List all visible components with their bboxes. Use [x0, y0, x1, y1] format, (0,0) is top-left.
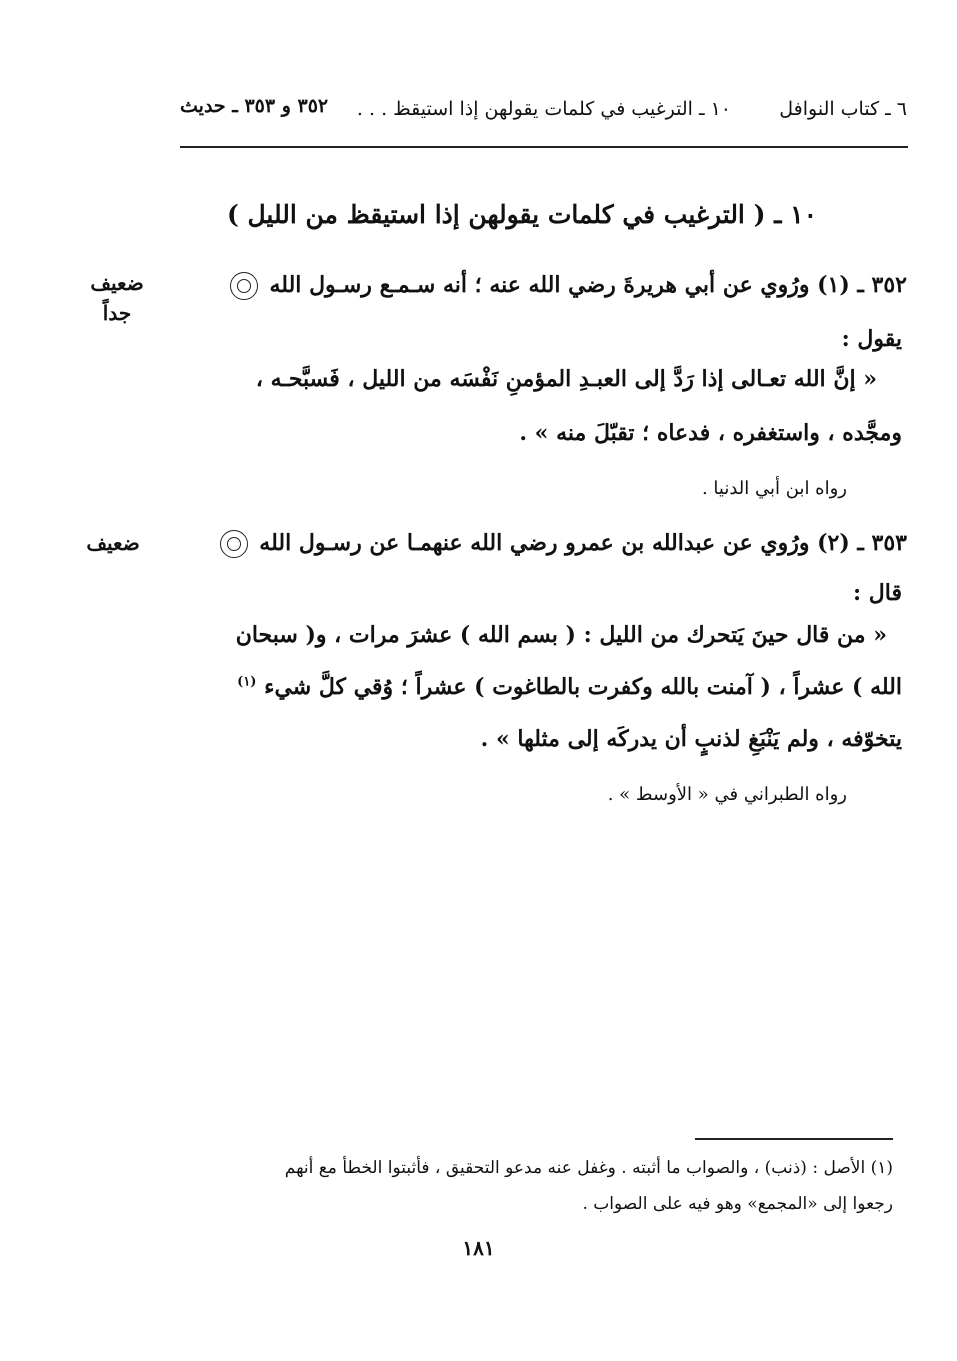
- hadith-352-source: رواه ابن أبي الدنيا .: [701, 478, 847, 499]
- chapter-title: ١٠ ـ ( الترغيب في كلمات يقولهن إذا استيقظ من الليل ): [226, 200, 817, 229]
- salawat-icon: [220, 530, 248, 558]
- footnote: [163, 1150, 893, 1222]
- footnote-reference[interactable]: (١): [237, 674, 257, 690]
- hadith-353-grade: [68, 528, 158, 558]
- page-number: ١٨١: [462, 1236, 495, 1260]
- footnote-line: (١) الأصل : (ذنب) ، والصواب ما أثبته . وغفل عنه مدعو التحقيق ، فأثبتوا الخطأ مع أنهم: [284, 1158, 893, 1178]
- hadith-352-line: يقول :: [841, 326, 902, 352]
- hadith-352-line: [226, 272, 907, 300]
- footnote-line: رجعوا إلى «المجمع» وهو فيه على الصواب .: [582, 1194, 893, 1214]
- salawat-icon: [230, 272, 258, 300]
- grade-line: جداً: [102, 301, 132, 325]
- footnote-rule: [695, 1138, 893, 1140]
- hadith-353-line: [237, 674, 902, 700]
- hadith-353-line: قال :: [853, 580, 902, 606]
- hadith-352-grade: [72, 268, 162, 328]
- hadith-353-line: يتخوّفه ، ولم يَنْبَغِ لذنبٍ أن يدركَه إلى مثلها » .: [480, 726, 902, 752]
- hadith-text: ٣٥٣ ـ (٢) ورُوي عن عبدالله بن عمرو رضي الله عنهمـا عن رسـول الله: [259, 530, 907, 556]
- hadith-353-line: [216, 530, 907, 558]
- grade-line: ضعيف: [86, 531, 140, 555]
- running-header-hadith-range: ٣٥٢ و ٣٥٣ ـ حديث: [180, 95, 329, 117]
- hadith-352-line: ومجَّده ، واستغفره ، فدعاه ؛ تقبّلَ منه » .: [519, 420, 902, 446]
- hadith-352-line: « إنَّ الله تعـالى إذا رَدَّ إلى العبـدِ المؤمنِ نَفْسَه من الليل ، فَسبَّحـه ،: [255, 366, 877, 392]
- hadith-353-line: « من قال حينَ يَتحرك من الليل : ( بسم الله ) عشرَ مرات ، و( سبحان: [235, 622, 887, 648]
- hadith-text: الله ) عشراً ، ( آمنت بالله وكفرت بالطاغوت ) عشراً ؛ وُقي كلَّ شيء: [264, 674, 902, 700]
- header-rule: [180, 146, 908, 148]
- running-header-book: ٦ ـ كتاب النوافل: [779, 98, 907, 120]
- grade-line: ضعيف: [90, 271, 144, 295]
- hadith-text: ٣٥٢ ـ (١) ورُوي عن أبي هريرةَ رضي الله عنه ؛ أنه سـمـع رسـول الله: [269, 272, 907, 298]
- hadith-353-source: رواه الطبراني في « الأوسط » .: [607, 784, 847, 805]
- running-header-chapter: ١٠ ـ الترغيب في كلمات يقولهن إذا استيقظ . . .: [356, 98, 731, 120]
